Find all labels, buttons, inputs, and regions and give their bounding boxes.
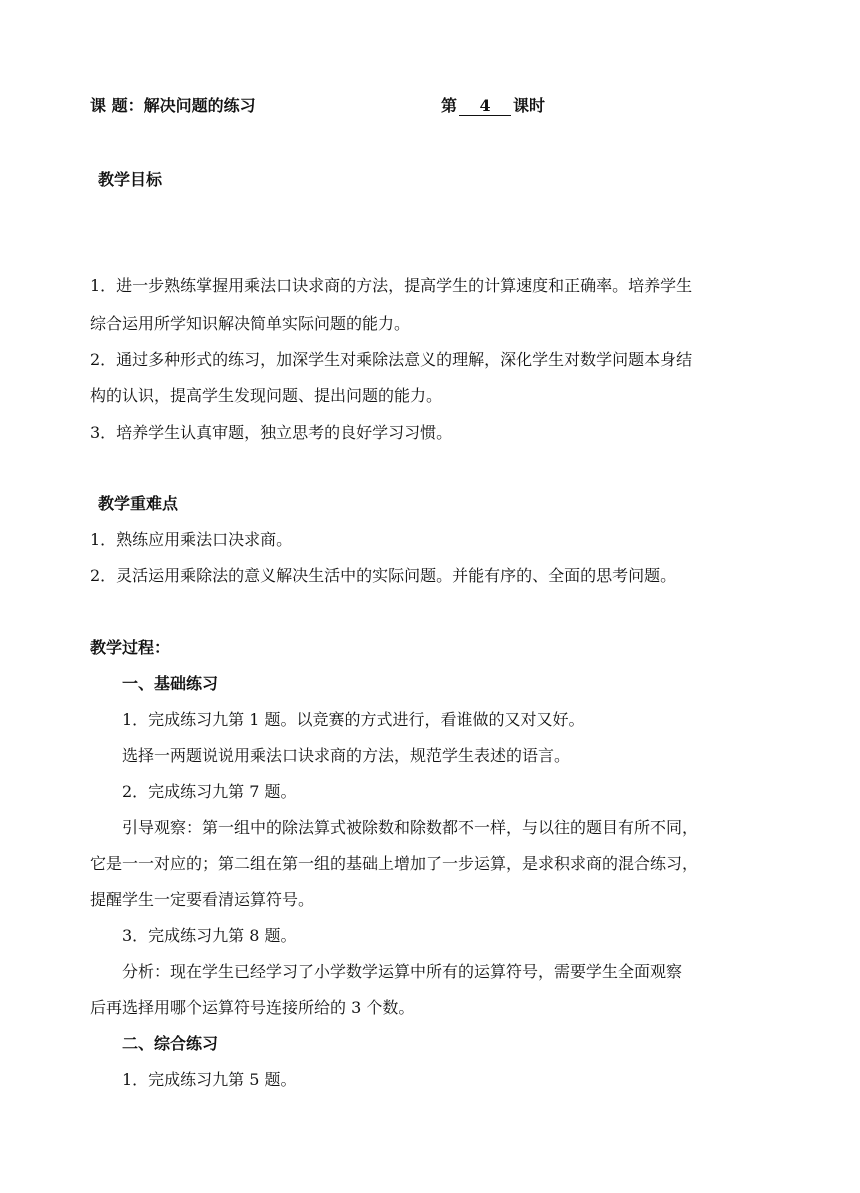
difficulty-line: 2．灵活运用乘除法的意义解决生活中的实际问题。并能有序的、全面的思考问题。 xyxy=(90,566,677,585)
lesson-number-line xyxy=(441,96,545,116)
section1-line: 引导观察：第一组中的除法算式被除数和除数都不一样，与以往的题目有所不同， xyxy=(122,818,699,837)
objectives-heading: 教学目标 xyxy=(98,170,163,189)
objective-line: 2．通过多种形式的练习，加深学生对乘除法意义的理解，深化学生对数学问题本身结 xyxy=(90,350,693,369)
lesson-number: 4 xyxy=(459,97,511,116)
section1-line: 提醒学生一定要看清运算符号。 xyxy=(90,890,315,909)
lesson-prefix: 第 xyxy=(441,96,458,115)
lesson-suffix: 课时 xyxy=(513,96,546,115)
objective-line: 构的认识，提高学生发现问题、提出问题的能力。 xyxy=(90,386,443,405)
difficulty-line: 1．熟练应用乘法口决求商。 xyxy=(90,530,293,549)
difficulties-heading: 教学重难点 xyxy=(98,494,179,513)
section1-line: 它是一一对应的；第二组在第一组的基础上增加了一步运算，是求积求商的混合练习， xyxy=(90,854,699,873)
section1-line: 选择一两题说说用乘法口诀求商的方法，规范学生表述的语言。 xyxy=(122,746,571,765)
section1-line: 后再选择用哪个运算符号连接所给的 3 个数。 xyxy=(90,998,415,1017)
section1-line: 分析：现在学生已经学习了小学数学运算中所有的运算符号，需要学生全面观察 xyxy=(122,962,683,981)
section1-line: 3．完成练习九第 8 题。 xyxy=(122,926,297,945)
section1-heading: 一、基础练习 xyxy=(122,674,219,693)
lesson-title: 课 题：解决问题的练习 xyxy=(90,96,256,115)
process-heading: 教学过程： xyxy=(90,638,171,657)
objective-line: 3．培养学生认真审题，独立思考的良好学习习惯。 xyxy=(90,423,453,442)
section2-line: 1．完成练习九第 5 题。 xyxy=(122,1070,297,1089)
section1-line: 1．完成练习九第 1 题。以竞赛的方式进行，看谁做的又对又好。 xyxy=(122,710,585,729)
section2-heading: 二、综合练习 xyxy=(122,1034,219,1053)
section1-line: 2．完成练习九第 7 题。 xyxy=(122,782,297,801)
objective-line: 1．进一步熟练掌握用乘法口诀求商的方法，提高学生的计算速度和正确率。培养学生 xyxy=(90,276,693,295)
objective-line: 综合运用所学知识解决简单实际问题的能力。 xyxy=(90,314,411,333)
